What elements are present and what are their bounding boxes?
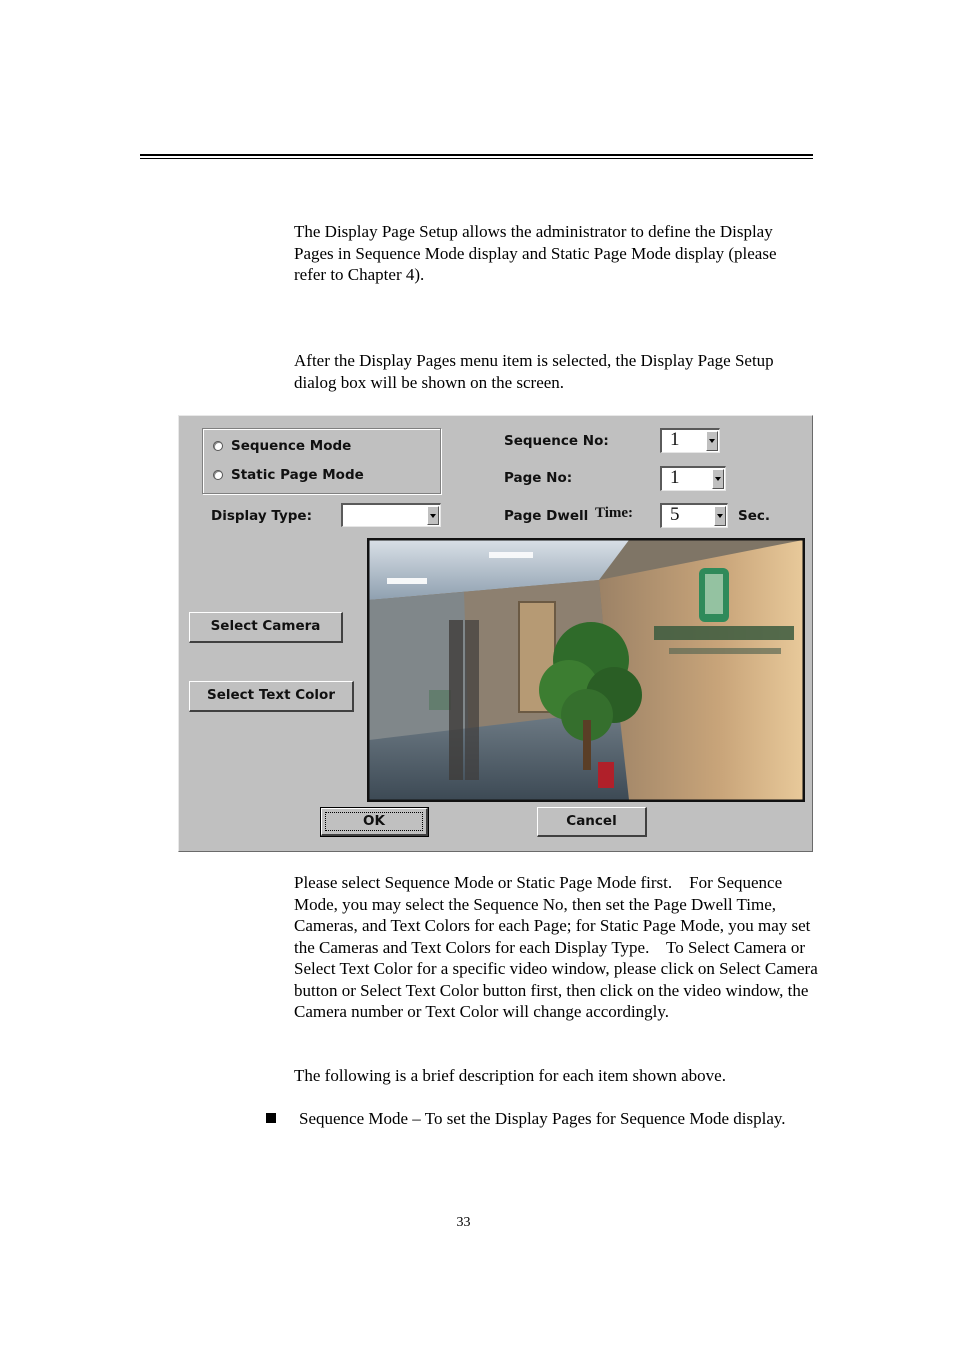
after-select-paragraph: After the Display Pages menu item is selected, the Display Page Setup dialog box will be shown on the screen. <box>294 351 774 392</box>
display-page-setup-dialog <box>178 415 813 852</box>
header-rule-top <box>140 154 813 156</box>
cancel-button[interactable]: Cancel <box>537 807 647 837</box>
chevron-down-icon[interactable] <box>712 469 724 489</box>
dwell-time-select[interactable] <box>660 503 728 528</box>
square-bullet-icon <box>266 1113 276 1123</box>
page-no-label: Page No: <box>504 470 573 486</box>
header-rule-bottom <box>140 158 813 159</box>
video-preview-image <box>369 540 803 800</box>
chevron-down-icon[interactable] <box>427 506 439 525</box>
dwell-unit-label: Sec. <box>738 508 771 524</box>
select-text-color-button[interactable]: Select Text Color <box>189 681 354 712</box>
display-type-label: Display Type: <box>211 508 312 524</box>
radio-circle-icon <box>213 470 223 480</box>
radio-sequence-mode[interactable] <box>213 438 351 454</box>
video-window[interactable] <box>367 538 805 802</box>
dwell-time-value: 5 <box>670 504 680 525</box>
instructions-paragraph: Please select Sequence Mode or Static Page Mode first. For Sequence Mode, you may select the Sequence No, then set the Page Dwell Time, Cameras, and Text Colors for each Page; for Static Page Mode, you may set the Cameras and Text Colors for each Display Type. To Select Camera or Select Text Color for a specific video window, please click on Select Camera button or Select Text Color button first, then click on the video window, the Camera number or Text Color will change accordingly. <box>294 873 822 1021</box>
radio-circle-icon <box>213 441 223 451</box>
ok-button-label: OK <box>363 813 385 829</box>
page-no-value: 1 <box>670 467 680 488</box>
ok-button[interactable] <box>321 808 428 836</box>
radio-static-page-mode-label: Static Page Mode <box>231 467 364 483</box>
radio-sequence-mode-label: Sequence Mode <box>231 438 352 454</box>
display-type-select[interactable] <box>341 503 441 527</box>
dwell-time-label: Time: <box>595 505 634 521</box>
bullet-sequence-mode: Sequence Mode – To set the Display Pages for Sequence Mode display. <box>299 1109 786 1128</box>
intro-paragraph: The Display Page Setup allows the administrator to define the Display Pages in Sequence Mode display and Static Page Mode display (please refer to Chapter 4). <box>294 222 777 284</box>
sequence-no-select[interactable] <box>660 428 720 453</box>
sequence-no-label: Sequence No: <box>504 433 609 449</box>
sequence-no-value: 1 <box>670 429 680 450</box>
page-dwell-label: Page Dwell <box>504 508 589 524</box>
page-number: 33 <box>456 1215 471 1230</box>
page-no-select[interactable] <box>660 466 726 491</box>
radio-static-page-mode[interactable] <box>213 467 364 483</box>
chevron-down-icon[interactable] <box>706 431 718 451</box>
chevron-down-icon[interactable] <box>714 506 726 526</box>
select-camera-button[interactable]: Select Camera <box>189 612 343 643</box>
following-paragraph: The following is a brief description for each item shown above. <box>294 1066 726 1085</box>
